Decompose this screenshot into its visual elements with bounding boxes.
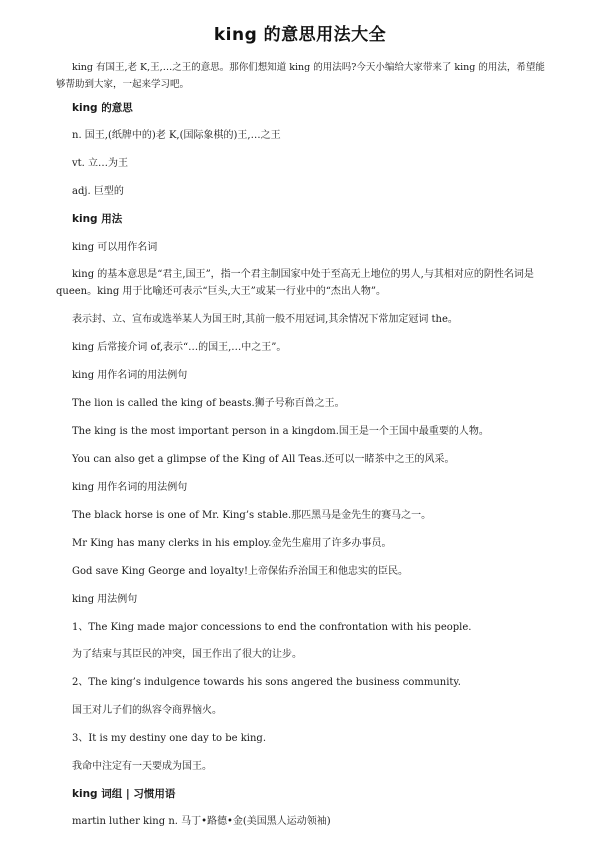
meaning-noun: n. 国王,(纸牌中的)老 K,(国际象棋的)王,…之王 bbox=[72, 130, 281, 141]
example-sentence: 2、The king’s indulgence towards his sons angered the business community. bbox=[72, 677, 461, 688]
phrase-item: martin luther king n. 马丁•路德•金(美国黑人运动领袖) bbox=[72, 816, 331, 827]
intro-paragraph: king 有国王,老 K,王,…之王的意思。那你们想知道 king 的用法吗?今天小编给大家带来了 king 的用法，希望能够帮助到大家，一起来学习吧。 bbox=[56, 62, 545, 90]
usage-article-note: 表示封、立、宣布或选举某人为国王时,其前一般不用冠词,其余情况下常加定冠词 the。 bbox=[72, 314, 458, 325]
usage-noun-intro: king 可以用作名词 bbox=[72, 242, 158, 253]
page-title: king 的意思用法大全 bbox=[213, 25, 387, 45]
example-sentence: You can also get a glimpse of the King of All Teas.还可以一睹茶中之王的风采。 bbox=[72, 454, 455, 465]
examples-2-heading: king 用作名词的用法例句 bbox=[72, 482, 188, 493]
examples-3-heading: king 用法例句 bbox=[72, 594, 138, 605]
usage-heading: king 用法 bbox=[72, 213, 123, 225]
example-translation: 为了结束与其臣民的冲突，国王作出了很大的让步。 bbox=[72, 649, 302, 660]
usage-of-note: king 后常接介词 of,表示“…的国王,…中之王”。 bbox=[72, 342, 287, 353]
meaning-adjective: adj. 巨型的 bbox=[72, 186, 124, 197]
example-translation: 国王对儿子们的纵容令商界恼火。 bbox=[72, 705, 222, 716]
example-sentence: Mr King has many clerks in his employ.金先生雇用了许多办事员。 bbox=[72, 538, 392, 549]
example-sentence: God save King George and loyalty!上帝保佑乔治国王和他忠实的臣民。 bbox=[72, 566, 409, 577]
example-translation: 我命中注定有一天要成为国王。 bbox=[72, 761, 212, 772]
example-sentence: 1、The King made major concessions to end the confrontation with his people. bbox=[72, 622, 472, 633]
phrases-heading: king 词组 | 习惯用语 bbox=[72, 788, 176, 800]
example-sentence: The lion is called the king of beasts.狮子号称百兽之王。 bbox=[72, 398, 345, 409]
example-sentence: The king is the most important person in a kingdom.国王是一个王国中最重要的人物。 bbox=[72, 426, 489, 437]
example-sentence: 3、It is my destiny one day to be king. bbox=[72, 733, 267, 744]
examples-1-heading: king 用作名词的用法例句 bbox=[72, 370, 188, 381]
example-sentence: The black horse is one of Mr. King’s stable.那匹黑马是金先生的赛马之一。 bbox=[72, 510, 432, 521]
meaning-heading: king 的意思 bbox=[72, 102, 133, 114]
usage-basic-meaning: king 的基本意思是“君主,国王”，指一个君主制国家中处于至高无上地位的男人,与其相对应的阴性名词是 queen。king 用于比喻还可表示“巨头,大王”或某一行业中的“杰出人物”。 bbox=[56, 269, 534, 297]
meaning-verb: vt. 立…为王 bbox=[72, 158, 129, 169]
